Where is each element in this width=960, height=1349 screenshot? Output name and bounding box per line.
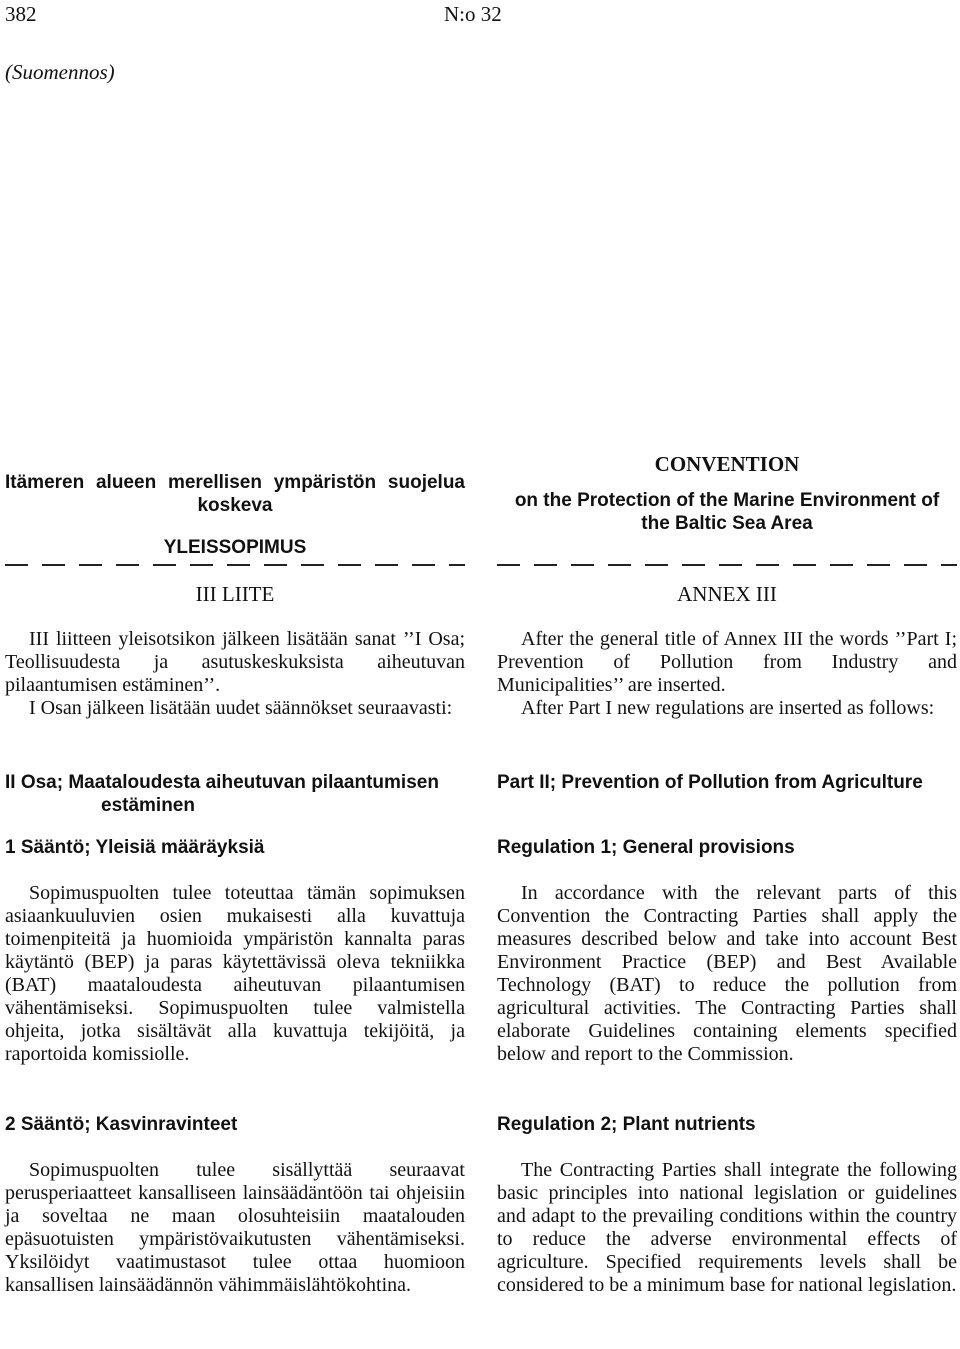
left-part-heading: II Osa; Maataloudesta aiheutuvan pilaantumisen estäminen [5,772,439,816]
left-reg2-heading: 2 Sääntö; Kasvinravinteet [5,1114,238,1135]
left-dashed-rule [5,564,465,566]
right-reg2 [497,1113,957,1297]
right-title-block [497,452,957,554]
left-intro [5,628,465,720]
translation-note: (Suomennos) [5,60,115,84]
left-title-line2: YLEISSOPIMUS [163,537,307,558]
right-reg2-text: The Contracting Parties shall integrate the following basic principles into national legislation or guidelines and adapt to the prevailing conditions within the country to reduce the adverse environmental effects of agriculture. Specified requirements levels shall be considered to be a minimum base for national legislation. [497,1159,957,1296]
left-intro-p2: I Osan jälkeen lisätään uudet säännökset seuraavasti: [29,697,453,719]
left-reg1-text: Sopimuspuolten tulee toteuttaa tämän sopimuksen asiaankuuluvien osien mukaisesti alla kuvattuja toimenpiteitä ja huomioida ympäristön kannalta paras käytäntö (BEP) ja paras käytettävissä oleva tekniikka (BAT) maataloudesta aiheutuvan pilaantumisen vähentämiseksi. Sopimuspuolten tulee valmistella ohjeita, jotka sisältävät alla kuvattuja tekijöitä, ja raportoida komissiolle. [5,882,465,1065]
right-dashed-rule [497,564,957,566]
right-reg2-heading: Regulation 2; Plant nutrients [497,1114,756,1135]
left-part-heading-block [5,771,465,817]
left-reg1 [5,836,465,1066]
issue-number: N:o 32 [444,2,502,26]
right-intro-p2: After Part I new regulations are inserted as follows: [521,697,935,719]
right-intro [497,628,957,720]
left-intro-p1: III liitteen yleisotsikon jälkeen lisätään sanat ’’I Osa; Teollisuudesta ja asutuskeskuksista aiheutuvan pilaantumisen estäminen’’. [5,628,465,696]
right-part-heading-block [497,771,957,794]
right-reg1-text: In accordance with the relevant parts of this Convention the Contracting Parties shall apply the measures described below and take into account Best Environment Practice (BEP) and Best Available Technology (BAT) to reduce the pollution from agricultural activities. The Contracting Parties shall elaborate Guidelines containing elements specified below and report to the Commission. [497,882,957,1065]
right-intro-p1: After the general title of Annex III the words ’’Part I; Prevention of Pollution from Industry and Municipalities’’ are inserted. [497,628,957,696]
right-annex-title: ANNEX III [677,582,777,606]
left-title-line1: Itämeren alueen merellisen ympäristön suojelua koskeva [5,472,465,516]
left-reg2-text: Sopimuspuolten tulee sisällyttää seuraavat perusperiaatteet kansalliseen lainsäädäntöön tai ohjeisiin ja soveltaa ne maan olosuhteisiin maatalouden epäsuotuisten ympäristövaikutusten vähentämiseksi. Yksilöidyt vaatimustasot tulee ottaa huomioon kansallisen lainsäädännön vähimmäislähtökohtina. [5,1159,465,1296]
right-reg1 [497,836,957,1066]
right-reg1-heading: Regulation 1; General provisions [497,837,795,858]
right-title-line1: CONVENTION [654,452,800,476]
page-number: 382 [5,2,37,26]
left-reg2 [5,1113,465,1297]
left-annex-title: III LIITE [195,582,275,606]
right-title-line2: on the Protection of the Marine Environment of the Baltic Sea Area [514,490,940,534]
right-part-heading: Part II; Prevention of Pollution from Agriculture [497,772,923,793]
left-title-block [5,452,465,578]
left-reg1-heading: 1 Sääntö; Yleisiä määräyksiä [5,837,265,858]
